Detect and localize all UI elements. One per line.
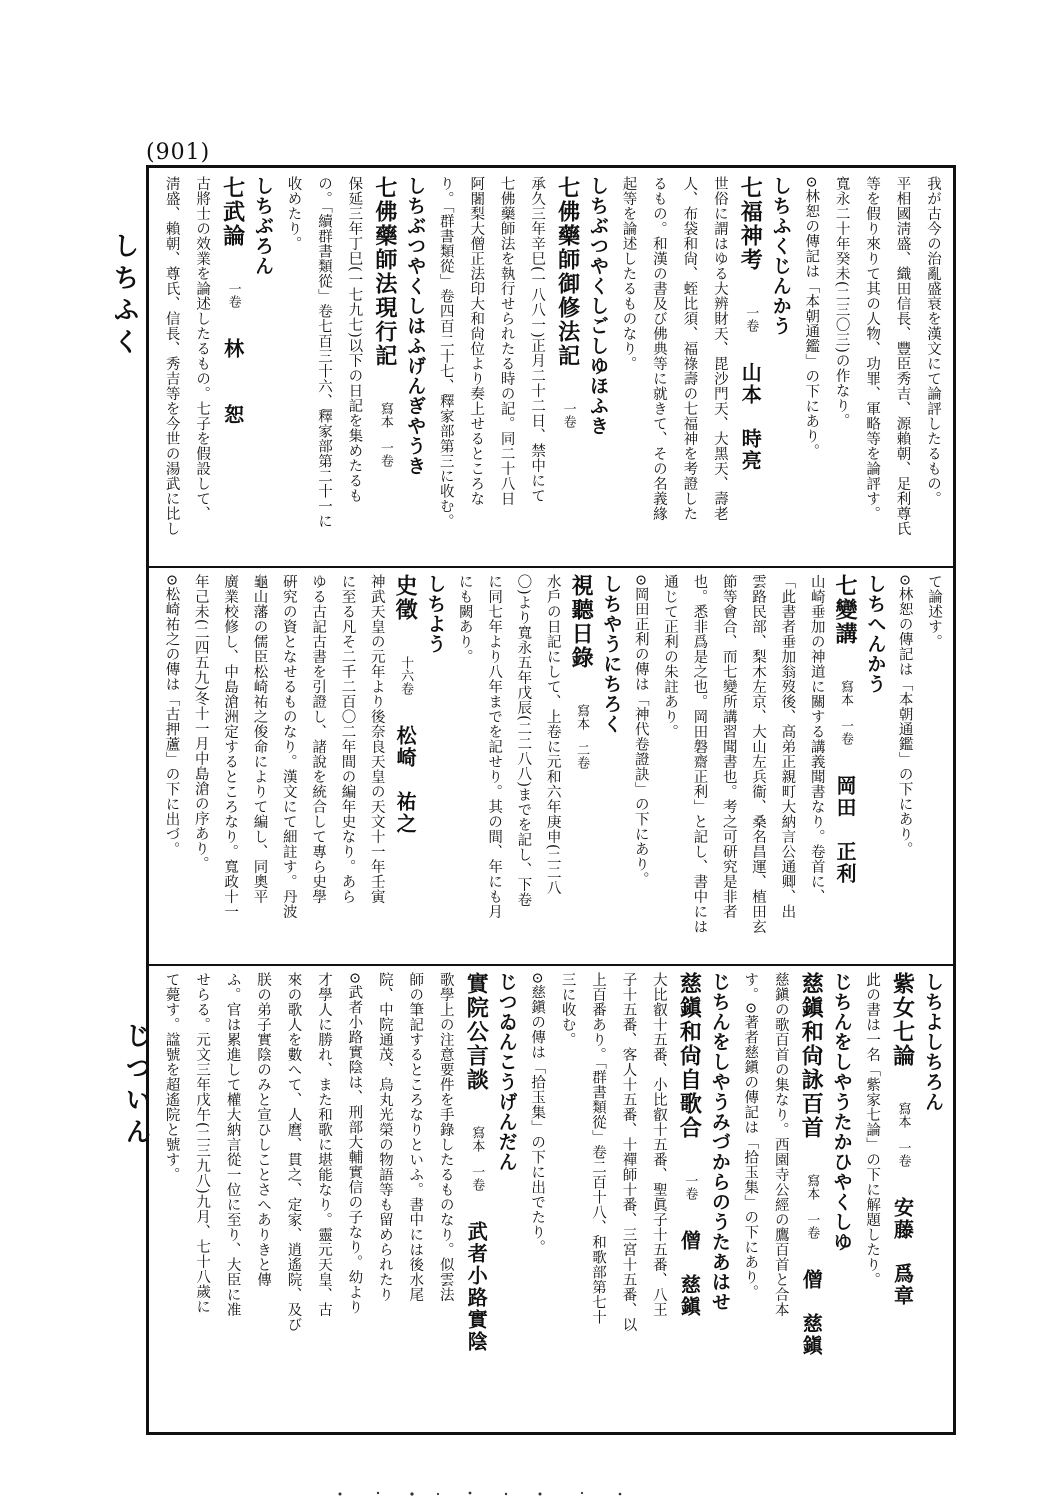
body-text-column: 〇)より寬永五年戊辰(二二八八)までを記し、下卷 <box>515 574 532 908</box>
margin-head-bottom: じついん <box>121 1022 151 1150</box>
entry-volume: 一卷 <box>682 1174 698 1200</box>
body-text-column: 收めたり。 <box>285 176 302 251</box>
entry-title: 七佛藥師法現行記 <box>371 176 398 368</box>
body-text-column: 雲路民部、梨木左京、大山左兵衞、桑名昌運、植田玄 <box>750 574 767 934</box>
page-number: (901) <box>146 140 211 165</box>
body-text-column: に至る凡そ二千二百〇二年間の編年史なり。あら <box>339 574 356 904</box>
entry-title: 七福神考 <box>737 176 764 272</box>
body-text-column: ふ。官は累進して權大納言從一位に至り、大臣に准 <box>224 972 241 1317</box>
body-text-column: 起等を論述したるものなり。 <box>620 176 637 371</box>
body-text-column: 保延三年丁巳(一七九七)以下の日記を集めたるも <box>346 176 363 504</box>
body-text-column: 節等會合、而七變所講習聞書也。考之可研究是非者 <box>720 574 737 919</box>
body-text-column: 三に收む。 <box>559 972 576 1047</box>
entry-reading: しちぶつやくしごしゆほふき <box>587 176 610 436</box>
body-text-column: に同七年より八年までを記せり。其の間、年にも月 <box>486 574 503 919</box>
entry-author: 僧 慈鎭 <box>799 1269 824 1357</box>
body-text-column: 歌學上の注意要件を手錄したるものなり。似雲法 <box>437 972 454 1302</box>
entry-title-line <box>674 972 704 1426</box>
body-text-column: り。「群書類從」卷四百二十七、釋家部第三に收む。 <box>437 176 454 529</box>
body-text-column: 寬永二十年癸未(二三〇三)の作なり。 <box>833 176 850 429</box>
body-text-column: 廣業校修し、中島滄洲定するところなり。寬政十一 <box>222 574 239 919</box>
entry-title: 七武論 <box>219 176 246 248</box>
body-text-column: 大比叡十五番、小比叡十五番、聖眞子十五番、八王 <box>650 972 667 1317</box>
body-text-column: て薨す。諡號を超遙院と號す。 <box>163 972 180 1182</box>
entry-reading: じちんをしやうみづからのうたあはせ <box>708 972 731 1312</box>
body-text-column: 硏究の資となせるものなり。漢文にて細註す。丹波 <box>280 574 297 919</box>
band-bottom <box>156 972 948 1426</box>
entry-author: 林 恕 <box>220 338 245 426</box>
entry-volume: 十六卷 <box>398 656 414 695</box>
entry-title: 實院公言談 <box>463 972 490 1092</box>
entry-title-line <box>831 574 860 956</box>
body-text-column: 水戶の日記にして、上卷に元和六年庚申(二二八 <box>544 574 561 896</box>
entry-title: 慈鎭和尙自歌合 <box>676 972 703 1140</box>
entry-reading: しちやうにちろく <box>600 574 623 734</box>
entry-title: 慈鎭和尙詠百首 <box>798 972 825 1140</box>
entry-title-line <box>735 176 765 558</box>
body-text-column: 年己未(二四五九)冬十一月中島滄の序あり。 <box>192 574 209 872</box>
body-text-column: の。「續群書類從」卷七百三十六、釋家部第二十一に <box>315 176 332 529</box>
body-text-column: す。⊙著者慈鎭の傳記は「拾玉集」の下にあり。 <box>742 972 759 1300</box>
entry-volume: 寫本 一卷 <box>895 1102 911 1167</box>
entry-title-line <box>369 176 399 558</box>
body-text-column: 古將士の效業を論述したるもの。七子を假設して、 <box>194 176 211 521</box>
entry-title-line <box>391 574 420 956</box>
entry-author: 山本 時亮 <box>738 362 763 472</box>
body-text-column: 世俗に謂はゆる大辨財天、毘沙門天、大黑天、壽老 <box>711 176 728 521</box>
body-text-column: 神武天皇の元年より後奈良天皇の天文十一年壬寅 <box>368 574 385 904</box>
body-text-column: 師の筆記するところなりといふ。書中には後水尾 <box>407 972 424 1302</box>
entry-author: 武者小路實陰 <box>464 1221 489 1353</box>
body-text-column: 院、中院通茂、烏丸光榮の物語等も留められたり <box>376 972 393 1302</box>
body-text-column: 阿闍梨大僧正法印大和尙位より奏上せるところな <box>468 176 485 506</box>
entry-title: 視聽日錄 <box>568 574 595 670</box>
body-text-column: 人、布袋和尙、蛭比須、福祿壽の七福神を考證した <box>681 176 698 521</box>
entry-volume: 一卷 <box>743 306 759 332</box>
body-text-column: 上百番あり。「群書類從」卷二百十八、和歌部第七十 <box>590 972 607 1325</box>
body-text-column: 「此書者垂加翁歿後、高弟正親町大納言公通卿、出 <box>779 574 796 919</box>
entry-title-line <box>887 972 917 1426</box>
entry-volume: 寫本 一卷 <box>469 1126 485 1191</box>
entry-title: 史徵 <box>392 574 419 622</box>
body-text-column: 承久三年辛巳(一八八一)正月二十二日、禁中にて <box>529 176 546 504</box>
margin-head-top: しちふく <box>109 232 139 360</box>
band-divider <box>146 964 956 966</box>
body-text-column: ⊙武者小路實陰は、刑部大輔實信の子なり。幼より <box>346 972 363 1315</box>
entry-reading: しちぶろん <box>252 176 275 276</box>
body-text-column: ⊙松崎祐之の傳は「古押蘆」の下に出づ。 <box>163 574 180 857</box>
entry-reading: しちよしちろん <box>922 972 944 1112</box>
body-text-column: 慈鎭の歌百首の集なり。西園寺公經の鷹百首と合本 <box>772 972 789 1317</box>
entry-author: 松崎 祐之 <box>393 725 418 835</box>
entry-title: 七佛藥師御修法記 <box>554 176 581 368</box>
body-text-column: るもの。和漢の書及び佛典等に就きて、その名義緣 <box>650 176 667 521</box>
entry-title-line <box>567 574 596 956</box>
body-text-column: 才學人に勝れ、また和歌に堪能なり。靈元天皇、古 <box>315 972 332 1317</box>
entry-volume: 一卷 <box>225 282 241 308</box>
entry-volume: 寫本 一卷 <box>838 680 854 745</box>
entry-author: 安藤 爲章 <box>890 1197 915 1307</box>
body-text-column: 平相國淸盛、織田信長、豐臣秀吉、源賴朝、足利尊氏 <box>894 176 911 536</box>
entry-title-line <box>796 972 826 1426</box>
band-divider <box>146 566 956 568</box>
body-text-column: せらる。元文三年戊午(二三九八)九月、七十八歲に <box>194 972 211 1315</box>
entry-title-line <box>552 176 582 558</box>
body-text-column: 也。悉非爲是之也。岡田磐齋正利」と記し、書中には <box>691 574 708 934</box>
body-text-column: ⊙慈鎭の傳は「拾玉集」の下に出でたり。 <box>529 972 546 1255</box>
entry-reading: しちふくじんかう <box>769 176 792 336</box>
entry-reading: しちよう <box>424 574 447 654</box>
body-text-column: 七佛藥師法を執行せられたる時の記。同二十八日 <box>498 176 515 506</box>
body-text-column: ゆる古記古書を引證し、諸說を統合して專ら史學 <box>310 574 327 904</box>
body-text-column: 龜山藩の儒臣松崎祐之俊命によりて編し、同奧平 <box>251 574 268 904</box>
body-text-column: 朕の弟子實陰のみと宣ひしことさへありきと傳 <box>255 972 272 1287</box>
entry-title-line <box>217 176 247 558</box>
body-text-column: 等を假り來りて其の人物、功罪、軍略等を論評す。 <box>864 176 881 521</box>
band-top <box>156 176 948 558</box>
entry-reading: しちへんかう <box>864 574 887 694</box>
scan-smudges <box>320 1488 640 1500</box>
body-text-column: ⊙林恕の傳記は「本朝通鑑」の下にあり。 <box>896 574 913 857</box>
entry-title: 紫女七論 <box>889 972 916 1068</box>
body-text-column: 山崎垂加の神道に關する講義聞書なり。卷首に、 <box>808 574 825 904</box>
body-text-column: 子十五番、客人十五番、十禪師十番、三宮十五番、以 <box>620 972 637 1332</box>
entry-reading: しちぶつやくしはふげんぎやうき <box>404 176 427 476</box>
body-text-column: ⊙林恕の傳記は「本朝通鑑」の下にあり。 <box>803 176 820 459</box>
entry-reading: じつゐんこうげんだん <box>495 972 518 1172</box>
entry-reading: じちんをしやうたかひやくしゆ <box>830 972 853 1252</box>
entry-title: 七變講 <box>832 574 859 646</box>
body-text-column: 通じて正利の朱註あり。 <box>662 574 679 739</box>
entry-volume: 一卷 <box>560 402 576 428</box>
body-text-column: 來の歌人を數へて、人麿、貫之、定家、逍遙院、及び <box>285 972 302 1332</box>
body-text-column: にも闕あり。 <box>456 574 473 664</box>
entry-volume: 寫本 一卷 <box>377 402 393 467</box>
body-text-column: ⊙岡田正利の傳は「神代卷證訣」の下にあり。 <box>632 574 649 887</box>
entry-author: 岡田 正利 <box>833 775 858 885</box>
body-text-column: 此の書は一名「紫家七論」の下に解題したり。 <box>864 972 881 1287</box>
body-text-column: 我が古今の治亂盛衰を漢文にて論評したるもの。 <box>925 176 941 506</box>
entry-volume: 寫本 一卷 <box>804 1174 820 1239</box>
entry-author: 僧 慈鎭 <box>677 1230 702 1318</box>
entry-title-line <box>461 972 491 1426</box>
band-middle <box>156 574 948 956</box>
entry-volume: 寫本 二卷 <box>574 704 590 769</box>
body-text-column: て論述す。 <box>926 574 942 649</box>
body-text-column: 淸盛、賴朝、尊氏、信長、秀吉等を今世の湯武に比し <box>163 176 180 536</box>
